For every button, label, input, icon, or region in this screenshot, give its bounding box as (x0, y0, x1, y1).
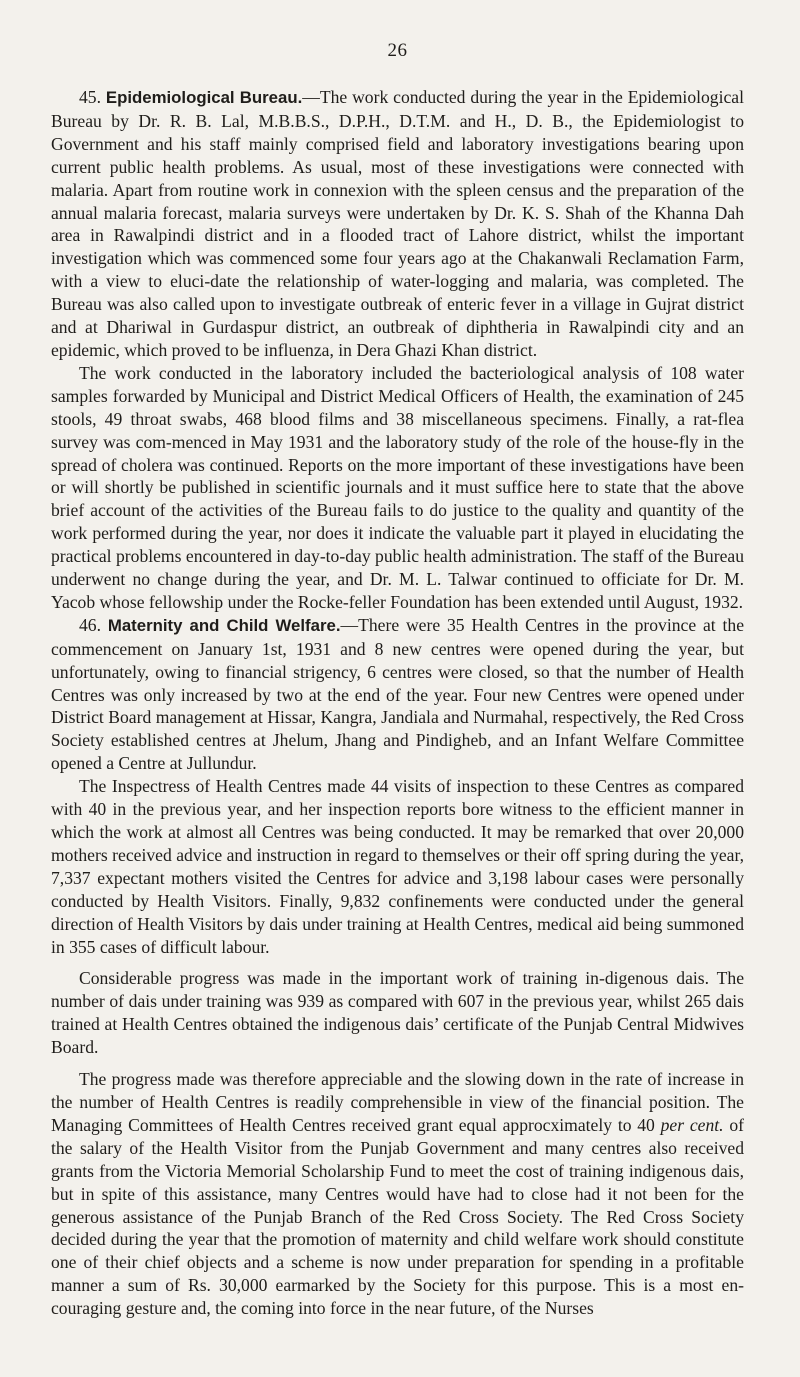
per-cent-italic: per cent. (660, 1114, 724, 1135)
section-46-para4-part-a: The progress made was therefore appreciable and the slowing down in the rate of increase in the number of Health Centres is readily comprehensible in view of the financial position. The Managing Committees of Health Centres received grant equal approcximately to 40 (51, 1069, 744, 1135)
section-45-paragraph-1 (51, 86, 744, 362)
section-46-number: 46. (79, 614, 101, 635)
section-46-paragraph-2: The Inspectress of Health Centres made 44 visits of inspection to these Centres as compared with 40 in the previous year, and her inspection reports bore witness to the efficient manner in which the work at almost all Centres was being conducted. It may be remarked that over 20,000 mothers received advice and instruction in regard to themselves or their off spring during the year, 7,337 expectant mothers visited the Centres for advice and 3,198 labour cases were personally conducted by Health Visitors. Finally, 9,832 confinements were conducted under the general direction of Health Visitors by dais under training at Health Centres, medical aid being summoned in 355 cases of difficult labour. (51, 776, 744, 957)
section-45-title: Epidemiological Bureau. (105, 88, 303, 107)
section-46-para4-part-b: of the salary of the Health Visitor from the Punjab Government and many centres also received grants from the Victoria Memorial Scholarship Fund to meet the cost of training indigenous dais, but in spite of this assistance, many Centres would have had to close had it not been for the generous assistance of the Punjab Branch of the Red Cross Society. The Red Cross Society decided during the year that the promotion of maternity and child welfare work should constitute one of their chief objects and a scheme is now under preparation for spending in a profitable manner a sum of Rs. 30,000 earmarked by the Society for this purpose. This is a most en-couraging gesture and, the coming into force in the near future, of the Nurses (51, 1114, 744, 1319)
section-46-para1-text: There were 35 Health Centres in the province at the commencement on January 1st, 1931 and 8 new centres were opened during the year, but unfortunately, owing to financial strigency, 6 centres were closed, so that the number of Health Centres was only increased by two at the end of the year. Four new Centres were opened under District Board management at Hissar, Kangra, Jandiala and Nurmahal, respectively, the Red Cross Society established centres at Jhelum, Jhang and Pindigheb, and an Infant Welfare Committee opened a Centre at Jullundur. (51, 614, 745, 774)
section-46-paragraph-1 (51, 614, 744, 775)
section-46-title: Maternity and Child Welfare. (107, 615, 341, 635)
section-45-number: 45. (79, 87, 101, 107)
page-number: 26 (387, 40, 408, 61)
section-45-paragraph-2: The work conducted in the laboratory included the bacteriological analysis of 108 water samples forwarded by Municipal and District Medical Officers of Health, the examination of 245 stools, 49 throat swabs, 468 blood films and 38 miscellaneous specimens. Finally, a rat-flea survey was com-menced in May 1931 and the laboratory study of the role of the house-fly in the spread of cholera was continued. Reports on the more important of these investigations have been or will shortly be published in scientific journals and it must suffice here to state that the above brief account of the activities of the Bureau fails to do justice to the quality and quantity of the work performed during the year, nor does it indicate the valuable part it played in elucidating the practical problems encountered in day-to-day public health administration. The staff of the Bureau underwent no change during the year, and Dr. M. L. Talwar continued to officiate for Dr. M. Yacob whose fellowship under the Rocke-feller Foundation has been extended until August, 1932. (51, 362, 744, 612)
section-46-paragraph-4 (51, 1068, 744, 1320)
section-45-dash: — (302, 87, 320, 107)
section-45-para1-text: The work conducted during the year in the Epidemiological Bureau by Dr. R. B. Lal, M.B.B.S., D.P.H., D.T.M. and H., D. B., the Epidemiologist to Government and his staff mainly comprised field and laboratory investigations bearing upon current public health problems. As usual, most of these investigations were connected with malaria. Apart from routine work in connexion with the spleen census and the preparation of the annual malaria forecast, malaria surveys were undertaken by Dr. K. S. Shah of the Khanna Dah area in Rawalpindi district and in a flooded tract of Lahore district, whilst the important investigation which was commenced some four years ago at the Chakanwali Reclamation Farm, with a view to eluci-date the relationship of water-logging and malaria, was completed. The Bureau was also called upon to investigate outbreak of enteric fever in a village in Gujrat district and at Dhariwal in Gurdaspur district, an outbreak of diphtheria in Rawalpindi city and an epidemic, which proved to be influenza, in Dera Ghazi Khan district. (51, 87, 744, 360)
section-46-dash: — (340, 614, 359, 635)
section-46-paragraph-3: Considerable progress was made in the important work of training in-digenous dais. The number of dais under training was 939 as compared with 607 in the previous year, whilst 265 dais trained at Health Centres obtained the indigenous dais’ certificate of the Punjab Central Midwives Board. (51, 968, 744, 1058)
